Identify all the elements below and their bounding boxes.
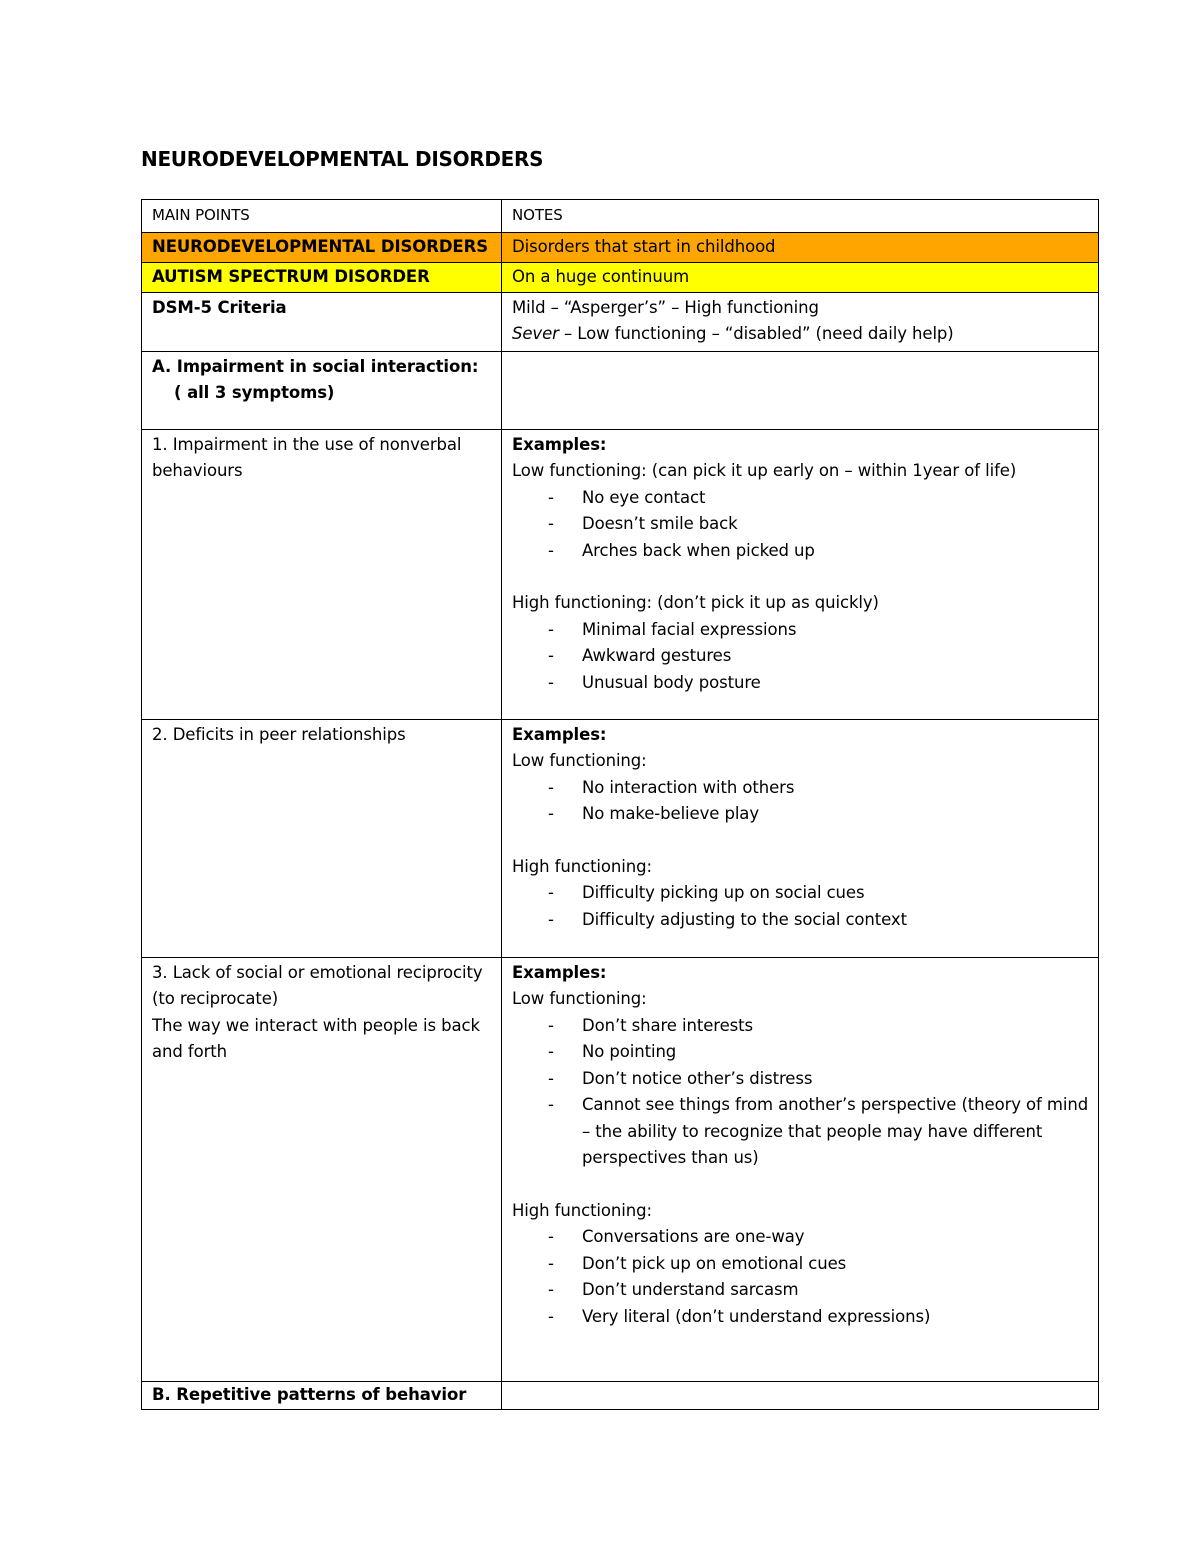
section-b-notes <box>502 1381 1099 1409</box>
item1-high-list <box>512 617 1092 697</box>
list-item: - No pointing <box>512 1039 1092 1066</box>
item1-notes <box>502 429 1099 719</box>
page-title: NEURODEVELOPMENTAL DISORDERS <box>141 147 544 171</box>
item2-low-heading: Low functioning: <box>512 751 647 770</box>
neurodevelopmental-note: Disorders that start in childhood <box>502 232 1099 262</box>
table-row <box>142 351 1099 429</box>
item1-label: 1. Impairment in the use of nonverbal behaviours <box>142 429 502 719</box>
list-item: - Minimal facial expressions <box>512 617 1092 644</box>
table-row <box>142 262 1099 292</box>
item3-high-heading: High functioning: <box>512 1200 652 1220</box>
neurodevelopmental-label: NEURODEVELOPMENTAL DISORDERS <box>142 232 502 262</box>
section-a-title: A. Impairment in social interaction: <box>152 356 479 376</box>
dsm-note <box>502 292 1099 351</box>
list-item: - Difficulty picking up on social cues <box>512 880 1092 907</box>
section-a-heading <box>142 351 502 429</box>
list-item: - Conversations are one-way <box>512 1224 1092 1251</box>
item2-high-list <box>512 880 1092 933</box>
table-row <box>142 292 1099 351</box>
dsm-label: DSM-5 Criteria <box>142 292 502 351</box>
list-item: - Difficulty adjusting to the social context <box>512 907 1092 934</box>
item3-high-list <box>512 1224 1092 1330</box>
list-item: - Awkward gestures <box>512 643 1092 670</box>
item3-label <box>142 957 502 1381</box>
list-item: - No make-believe play <box>512 801 1092 828</box>
list-item: - Doesn’t smile back <box>512 511 1092 538</box>
list-item: - Don’t notice other’s distress <box>512 1066 1092 1093</box>
list-item: - Cannot see things from another’s perspective (theory of mind – the ability to recognize that people may have different perspectives than us) <box>512 1092 1092 1172</box>
item2-notes <box>502 719 1099 957</box>
table-row <box>142 719 1099 957</box>
main-points-header: MAIN POINTS <box>142 200 502 233</box>
list-item: - Very literal (don’t understand expressions) <box>512 1304 1092 1331</box>
table-header-row <box>142 200 1099 233</box>
item3-label-line2: The way we interact with people is back and forth <box>152 1015 480 1061</box>
list-item: - Don’t share interests <box>512 1013 1092 1040</box>
item2-low-list <box>512 775 1092 828</box>
dsm-note-line1: Mild – “Asperger’s” – High functioning <box>512 297 819 317</box>
item2-label: 2. Deficits in peer relationships <box>142 719 502 957</box>
list-item: - No eye contact <box>512 485 1092 512</box>
item3-examples: Examples: <box>512 962 607 982</box>
item1-low-list <box>512 485 1092 565</box>
dsm-note-sever: Sever <box>512 324 559 343</box>
table-row <box>142 957 1099 1381</box>
autism-note: On a huge continuum <box>502 262 1099 292</box>
autism-label: AUTISM SPECTRUM DISORDER <box>142 262 502 292</box>
table-row <box>142 232 1099 262</box>
table-row <box>142 429 1099 719</box>
list-item: - Don’t pick up on emotional cues <box>512 1251 1092 1278</box>
item3-label-line1: 3. Lack of social or emotional reciprocity (to reciprocate) <box>152 962 483 1008</box>
notes-table <box>141 199 1099 1410</box>
item3-low-list <box>512 1013 1092 1172</box>
section-b-heading: B. Repetitive patterns of behavior <box>142 1381 502 1409</box>
item1-high-heading: High functioning: (don’t pick it up as quickly) <box>512 593 879 612</box>
table-row <box>142 1381 1099 1409</box>
item3-notes <box>502 957 1099 1381</box>
list-item: - Unusual body posture <box>512 670 1092 697</box>
item3-low-heading: Low functioning: <box>512 989 647 1008</box>
list-item: - Don’t understand sarcasm <box>512 1277 1092 1304</box>
list-item: - No interaction with others <box>512 775 1092 802</box>
list-item: - Arches back when picked up <box>512 538 1092 565</box>
section-a-subtitle: ( all 3 symptoms) <box>174 383 335 402</box>
item1-low-heading: Low functioning: (can pick it up early on – within 1year of life) <box>512 461 1017 480</box>
item2-high-heading: High functioning: <box>512 856 652 876</box>
item1-examples: Examples: <box>512 434 607 454</box>
dsm-note-rest: – Low functioning – “disabled” (need daily help) <box>558 324 954 343</box>
section-a-notes <box>502 351 1099 429</box>
dsm-note-line2 <box>512 321 1092 348</box>
notes-header: NOTES <box>502 200 1099 233</box>
item2-examples: Examples: <box>512 724 607 744</box>
